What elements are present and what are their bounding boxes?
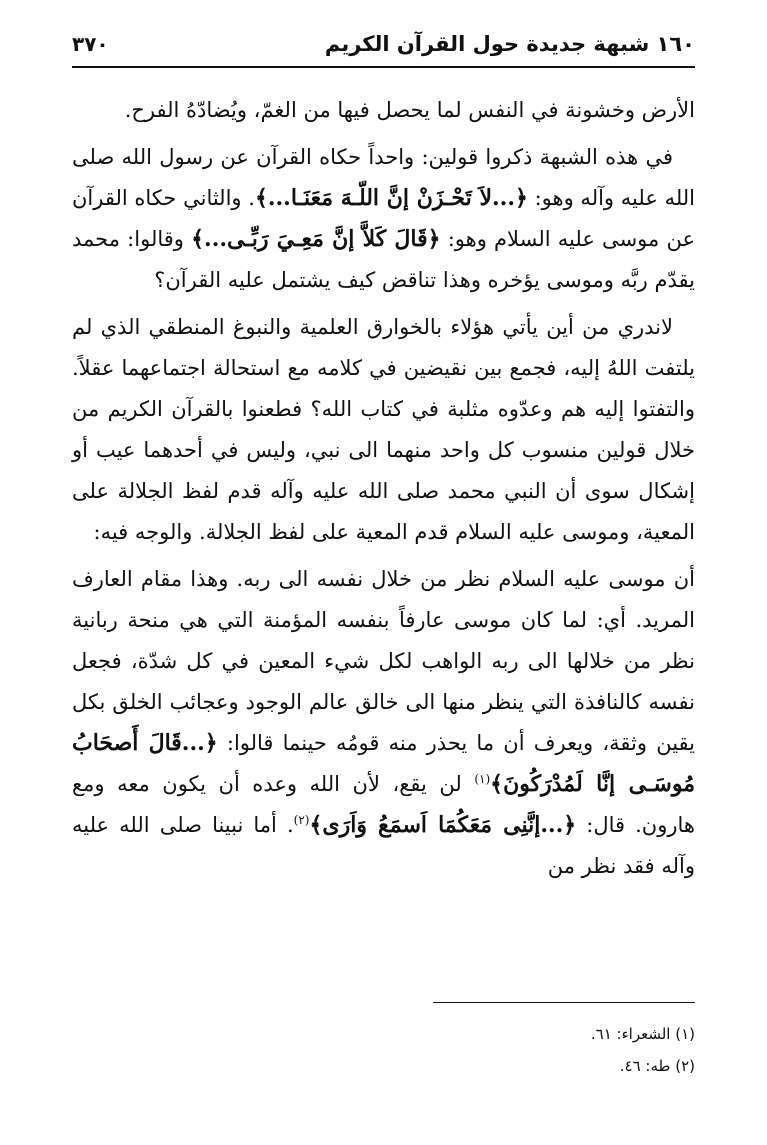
quran-verse-3: ﴿...قَالَ أَصحَابُ مُوسَـى إنَّا لَمُدْرَكُونَ﴾ [72, 730, 695, 797]
paragraph-4 [72, 559, 695, 887]
paragraph-2-text-1: في هذه الشبهة ذكروا قولين: واحداً حكاه القرآن عن رسول الله صلى الله عليه وآله وهو: [72, 145, 696, 210]
main-text [72, 90, 695, 893]
page-number: ٣٧٠ [72, 32, 109, 56]
paragraph-4-text-3: . أما نبينا صلى الله عليه وآله فقد نظر من [72, 813, 695, 878]
paragraph-4-text-1: أن موسى عليه السلام نظر من خلال نفسه الى ربه. وهذا مقام العارف المريد. أي: لما كان موسى عارفاً بنفسه المؤمنة التي هي منحة ربانية نظر من خلالها الى ربه الواهب لكل شيء المعين في كل شدّة، فجعل نفسه كالنافذة التي ينظر منها الى خالق عالم الوجود وعجائب الخلق بكل يقين وثقة، ويعرف أن ما يحذر منه قومُه حينما قالوا: [72, 567, 696, 755]
paragraph-2-text-2: . والثاني حكاه القرآن عن موسى عليه السلام وهو: [72, 186, 695, 251]
header-divider [72, 66, 695, 68]
paragraph-1: الأرض وخشونة في النفس لما يحصل فيها من الغمّ، ويُضادّهُ الفرح. [124, 98, 695, 122]
quran-verse-1: ﴿...لاَ تَحْـزَنْ إنَّ اللّـهَ مَعَنَـا...﴾ [254, 185, 528, 211]
footnote-ref-1[interactable]: (١) [474, 772, 491, 786]
footnote-ref-2[interactable]: (٢) [293, 813, 310, 827]
paragraph-2 [72, 137, 695, 301]
quran-verse-4: ﴿...إنَّنِى مَعَكُمَا اَسمَعُ وَاَرَى﴾ [309, 812, 577, 838]
paragraph-4-text-2: لن يقع، لأن الله وعده أن يكون معه ومع هارون. قال: [72, 772, 695, 837]
paragraph-3: لاندري من أين يأتي هؤلاء بالخوارق العلمية والنبوغ المنطقي الذي لم يلتفت اللهُ إليه، فجمع بين نقيضين في كلامه مع استحالة اجتماعهما عقلاً. والتفتوا إليه هم وعدّوه مثلبة في كتاب الله؟ فطعنوا بالقرآن الكريم من خلال قولين منسوب كل واحد منهما الى نبي، وليس في أحدهما عيب أو إشكال سوى أن النبي محمد صلى الله عليه وآله قدم لفظ الجلالة على المعية، وموسى عليه السلام قدم المعية على لفظ الجلالة. والوجه فيه: [72, 315, 695, 544]
paragraph-2-text-3: وقالوا: محمد يقدّم ربَّه وموسى يؤخره وهذا تناقض كيف يشتمل عليه القرآن؟ [72, 227, 695, 292]
footnote-1: (١) الشعراء: ٦١. [590, 1025, 695, 1043]
book-title: ١٦٠ شبهة جديدة حول القرآن الكريم [324, 32, 695, 56]
quran-verse-2: ﴿قَالَ كَلاَّ إنَّ مَعِـيَ رَبِّـى...﴾ [191, 226, 441, 252]
running-header [72, 30, 695, 66]
footnote-2: (٢) طه: ٤٦. [619, 1057, 695, 1075]
footnote-divider [433, 1002, 695, 1003]
footnotes [72, 1018, 695, 1082]
